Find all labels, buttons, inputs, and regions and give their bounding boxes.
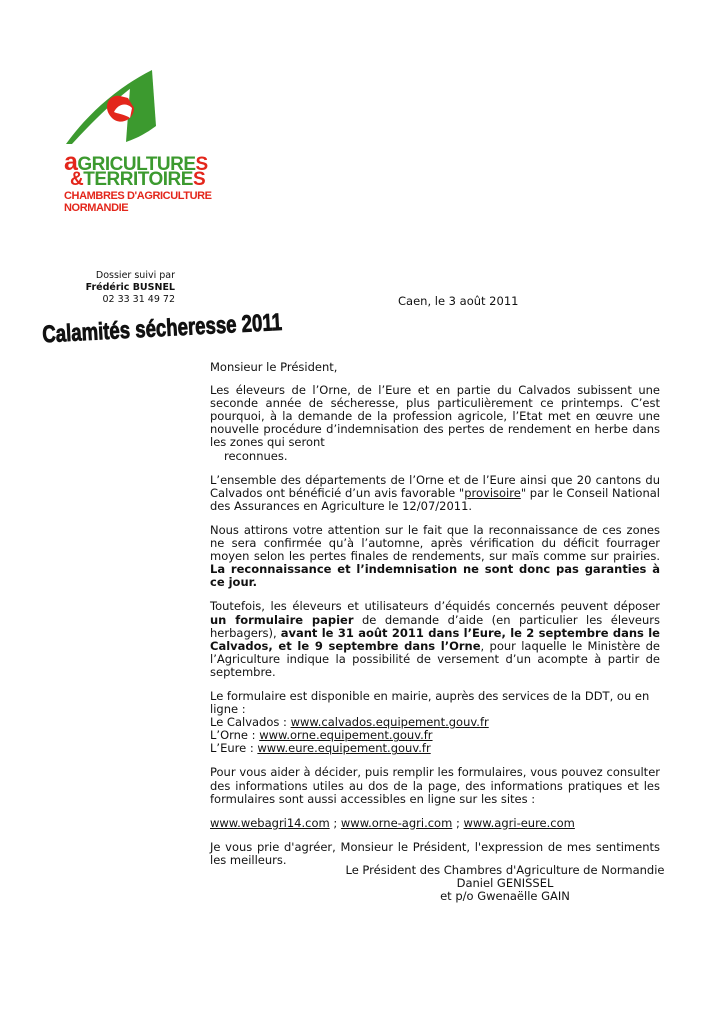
logo-subtitle-region: NORMANDIE <box>64 202 129 214</box>
paragraph-1: Les éleveurs de l’Orne, de l’Eure et en partie du Calvados subissent une seconde année de sécheresse, plus particulièrement ce printemps. C’est pourquoi, à la demande de la profession agricole, l’Etat met en œuvre une nouvelle procédure d’indemnisation des pertes de rendement en herbe dans les zones qui seront reconnues. <box>210 383 660 463</box>
contact-phone: 02 33 31 49 72 <box>102 294 175 305</box>
logo-line-agricultures: aGRICULTURES <box>64 148 208 176</box>
link-orne-agri[interactable]: www.orne-agri.com <box>340 815 453 830</box>
closing: Je vous prie d'agréer, Monsieur le Président, l'expression de mes sentiments les meilleurs. <box>210 839 660 867</box>
link-orne[interactable]: www.orne.equipement.gouv.fr <box>259 728 433 743</box>
contact-name: Frédéric BUSNEL <box>85 282 175 293</box>
signature-block <box>340 864 670 904</box>
paragraph-2: L’ensemble des départements de l’Orne et de l’Eure ainsi que 20 cantons du Calvados ont bénéficié d’un avis favorable "provisoire" par le Conseil National des Assurances en Agriculture le 12/07/2011. <box>210 472 660 513</box>
link-calvados[interactable]: www.calvados.equipement.gouv.fr <box>290 715 489 730</box>
link-eure[interactable]: www.eure.equipement.gouv.fr <box>257 741 431 756</box>
chamber-logo-mark <box>64 68 159 148</box>
contact-label: Dossier suivi par <box>95 270 175 281</box>
link-agri-eure[interactable]: www.agri-eure.com <box>463 815 575 830</box>
chamber-logo-text <box>64 150 214 214</box>
signature-proxy: et p/o Gwenaëlle GAIN <box>440 889 570 904</box>
letter-heading-text: Calamités sécheresse 2011 <box>41 305 353 349</box>
salutation: Monsieur le Président, <box>210 360 338 374</box>
provisoire-term: provisoire <box>464 485 521 500</box>
paragraph-3: Nous attirons votre attention sur le fait que la reconnaissance de ces zones ne sera confirmée qu’à l’automne, après vérification du déficit fourrager moyen selon les pertes finales de rendements, sur maïs comme sur prairies. La reconnaissance et l’indemnisation ne sont donc pas garanties à ce jour. <box>210 522 660 590</box>
signature-title: Le Président des Chambres d'Agriculture de Normandie <box>345 863 665 877</box>
paragraph-6: Pour vous aider à décider, puis remplir les formulaires, vous pouvez consulter des informations utiles au dos de la page, des informations pratiques et les formulaires sont aussi accessibles en ligne sur les sites : <box>210 765 660 806</box>
letter-body <box>210 361 660 878</box>
paragraph-5: Le formulaire est disponible en mairie, auprès des services de la DDT, ou en ligne : Le Calvados : www.calvados.equipement.gouv.fr L’Orne : www.orne.equipement.gouv.fr L’Eure : www.eure.equipement.gouv.fr <box>210 688 650 756</box>
contact-block <box>60 270 175 306</box>
paragraph-4: Toutefois, les éleveurs et utilisateurs d’équidés concernés peuvent déposer un formulaire papier de demande d’aide (en particulier les éleveurs herbagers), avant le 31 août 2011 dans l’Eure, le 2 septembre dans le Calvados, et le 9 septembre dans l’Orne, pour laquelle le Ministère de l’Agriculture indique la possibilité de versement d’un acompte à partir de septembre. <box>210 599 660 679</box>
logo-line-territoires: &TERRITOIRES <box>70 169 206 190</box>
sites-links: www.webagri14.com ; www.orne-agri.com ; www.agri-eure.com <box>210 815 575 830</box>
letter-heading <box>40 305 353 349</box>
letter-date: Caen, le 3 août 2011 <box>398 294 519 308</box>
link-webagri14[interactable]: www.webagri14.com <box>210 815 330 830</box>
logo-subtitle-chambres: CHAMBRES D'AGRICULTURE <box>64 190 212 202</box>
signature-name: Daniel GENISSEL <box>456 876 554 891</box>
